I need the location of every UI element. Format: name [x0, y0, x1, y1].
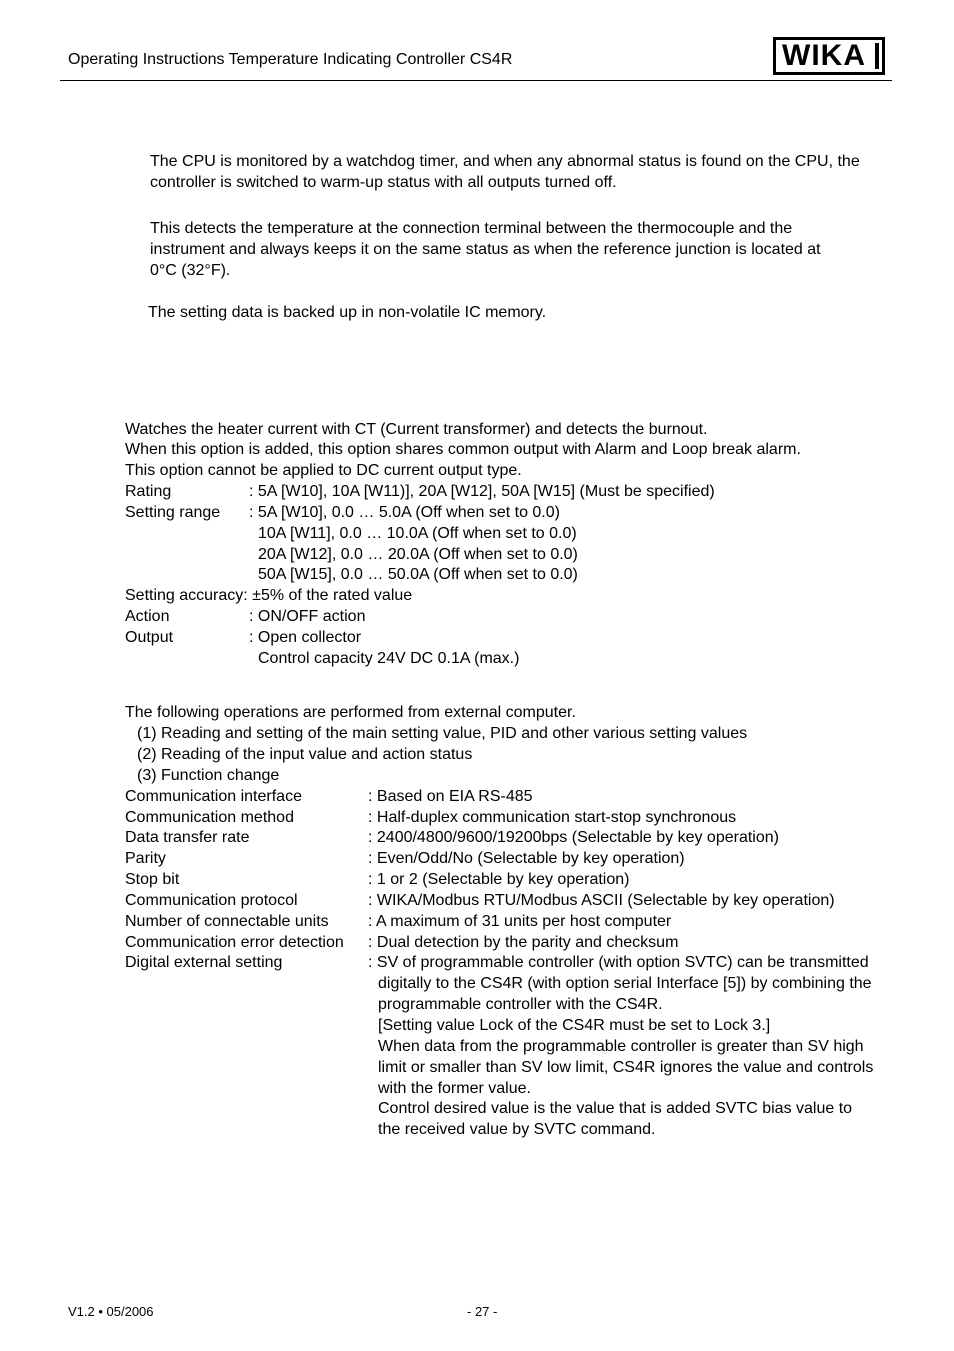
heater-label-rating: Rating — [125, 483, 172, 500]
watchdog-line-2: controller is switched to warm-up status with all outputs turned off. — [150, 174, 617, 191]
header-rule — [60, 80, 892, 81]
heater-intro-2: When this option is added, this option shares common output with Alarm and Loop break alarm. — [125, 441, 801, 458]
logo-text: WIKA — [782, 39, 866, 72]
comm-digital-cont-1: digitally to the CS4R (with option serial Interface [5]) by combining the — [378, 975, 872, 992]
comm-label-error-detection: Communication error detection — [125, 934, 344, 951]
comm-item-3: (3) Function change — [137, 767, 280, 784]
heater-setting-accuracy: Setting accuracy: ±5% of the rated value — [125, 587, 413, 604]
comm-value-method: : Half-duplex communication start-stop synchronous — [368, 809, 737, 826]
backup-line: The setting data is backed up in non-volatile IC memory. — [148, 304, 547, 321]
heater-value-control-capacity: Control capacity 24V DC 0.1A (max.) — [258, 650, 520, 667]
comm-label-parity: Parity — [125, 850, 166, 867]
document-title: Operating Instructions Temperature Indicating Controller CS4R — [68, 51, 513, 68]
comm-digital-cont-7: Control desired value is the value that is added SVTC bias value to — [378, 1100, 853, 1117]
heater-value-range-50a: 50A [W15], 0.0 … 50.0A (Off when set to 0.0) — [258, 566, 578, 583]
footer-version: V1.2 • 05/2006 — [68, 1304, 154, 1319]
cjc-line-2: instrument and always keeps it on the same status as when the reference junction is located at — [150, 241, 821, 258]
heater-value-rating: : 5A [W10], 10A [W11)], 20A [W12], 50A [W15] (Must be specified) — [249, 483, 715, 500]
comm-value-error-detection: : Dual detection by the parity and checksum — [368, 934, 679, 951]
comm-digital-cont-8: the received value by SVTC command. — [378, 1121, 656, 1138]
comm-item-2: (2) Reading of the input value and action status — [137, 746, 473, 763]
comm-digital-cont-3: [Setting value Lock of the CS4R must be set to Lock 3.] — [378, 1017, 771, 1034]
heater-value-range-10a: 10A [W11], 0.0 … 10.0A (Off when set to 0.0) — [258, 525, 577, 542]
heater-label-setting-range: Setting range — [125, 504, 221, 521]
comm-value-parity: : Even/Odd/No (Selectable by key operation) — [368, 850, 685, 867]
cjc-line-3: 0°C (32°F). — [150, 262, 231, 279]
comm-digital-cont-2: programmable controller with the CS4R. — [378, 996, 663, 1013]
cjc-line-1: This detects the temperature at the connection terminal between the thermocouple and the — [150, 220, 793, 237]
watchdog-line-1: The CPU is monitored by a watchdog timer, and when any abnormal status is found on the CPU, the — [150, 153, 860, 170]
heater-intro-3: This option cannot be applied to DC current output type. — [125, 462, 522, 479]
footer-page-number: - 27 - — [467, 1304, 498, 1319]
heater-value-setting-range: : 5A [W10], 0.0 … 5.0A (Off when set to 0.0) — [249, 504, 560, 521]
heater-label-output: Output — [125, 629, 174, 646]
wika-logo — [773, 37, 885, 75]
comm-value-digital-setting: : SV of programmable controller (with option SVTC) can be transmitted — [368, 954, 869, 971]
comm-digital-cont-6: with the former value. — [378, 1080, 531, 1097]
comm-value-data-rate: : 2400/4800/9600/19200bps (Selectable by key operation) — [368, 829, 779, 846]
comm-item-1: (1) Reading and setting of the main setting value, PID and other various setting values — [137, 725, 748, 742]
heater-label-action: Action — [125, 608, 170, 625]
logo-bar — [875, 43, 879, 69]
comm-digital-cont-5: limit or smaller than SV low limit, CS4R ignores the value and controls — [378, 1059, 874, 1076]
comm-label-units: Number of connectable units — [125, 913, 329, 930]
comm-digital-cont-4: When data from the programmable controller is greater than SV high — [378, 1038, 864, 1055]
heater-intro-1: Watches the heater current with CT (Current transformer) and detects the burnout. — [125, 421, 708, 438]
comm-value-stop-bit: : 1 or 2 (Selectable by key operation) — [368, 871, 630, 888]
comm-label-data-rate: Data transfer rate — [125, 829, 250, 846]
comm-value-protocol: : WIKA/Modbus RTU/Modbus ASCII (Selectable by key operation) — [368, 892, 835, 909]
heater-value-action: : ON/OFF action — [249, 608, 366, 625]
comm-value-interface: : Based on EIA RS-485 — [368, 788, 533, 805]
comm-label-interface: Communication interface — [125, 788, 302, 805]
comm-intro: The following operations are performed from external computer. — [125, 704, 576, 721]
comm-label-protocol: Communication protocol — [125, 892, 298, 909]
heater-value-range-20a: 20A [W12], 0.0 … 20.0A (Off when set to 0.0) — [258, 546, 578, 563]
comm-value-units: : A maximum of 31 units per host computer — [368, 913, 672, 930]
comm-label-method: Communication method — [125, 809, 294, 826]
heater-value-output: : Open collector — [249, 629, 362, 646]
comm-label-stop-bit: Stop bit — [125, 871, 180, 888]
comm-label-digital-setting: Digital external setting — [125, 954, 283, 971]
